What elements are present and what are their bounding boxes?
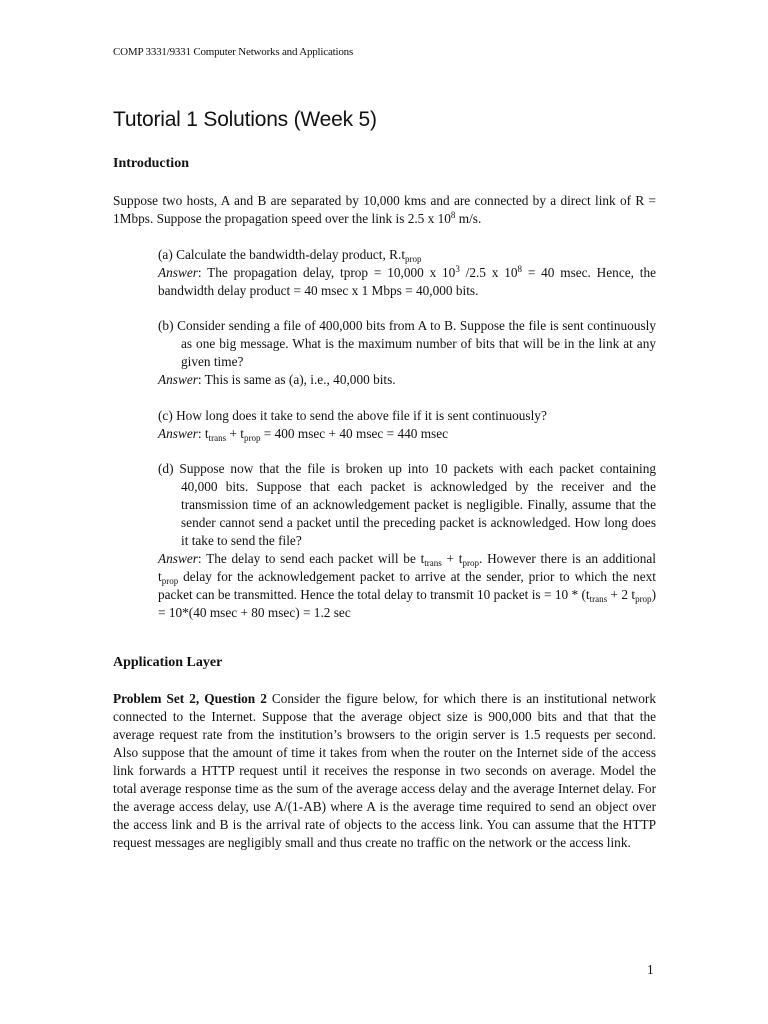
question-a <box>158 246 656 300</box>
problem-paragraph: Problem Set 2, Question 2 Consider the figure below, for which there is an institutional network connected to the Internet. Suppose that the average object size is 900,000 bits and that that the average request rate from the institution’s browsers to the origin server is 1.5 requests per second. Also suppose that the amount of time it takes from when the router on the Internet side of the access link forwards a HTTP request until it receives the response in two seconds on average. Model the total average response time as the sum of the average access delay and the average Internet delay. For the average access delay, use A/(1-AB) where A is the average time required to send an object over the access link and B is the arrival rate of objects to the access link. You can assume that the HTTP request messages are negligibly small and thus create no traffic on the network or the access link. <box>113 691 657 850</box>
section-heading-application-layer: Application Layer <box>113 655 223 670</box>
answer-a: Answer: The propagation delay, tprop = 10,000 x $10^3$ /2.5 x $10^8 = 40$ msec. Hence, the bandwidth delay product = 40 msec x 1 Mbps = 40,000 bits. <box>158 264 657 298</box>
question-d <box>158 460 656 622</box>
superscript: 8 <box>450 210 456 220</box>
question-c <box>158 407 656 443</box>
section-heading-introduction: Introduction <box>113 156 189 171</box>
question-c-text: (c) How long does it take to send the above file if it is sent continuously? <box>158 408 547 423</box>
question-b-text: (b) Consider sending a file of 400,000 bits from A to B. Suppose the file is sent continuously as one big message. What is the maximum number of bits that will be in the link at any given time? <box>158 318 656 369</box>
page-title: Tutorial 1 Solutions (Week 5) <box>113 108 377 131</box>
question-b <box>158 317 656 389</box>
running-header: COMP 3331/9331 Computer Networks and Applications <box>113 46 354 58</box>
answer-d: Answer: The delay to send each packet will be $t_{trans} + t_{prop}$. However there is an additional $t_{prop}$ delay for the acknowledgement packet to arrive at the sender, prior to which the next packet can be transmitted. Hence the total delay to transmit 10 packet is = $10 * (t_{trans} + 2$ $t_{prop}) = 10*(40$ msec + 80 msec) = 1.2 sec <box>158 551 656 620</box>
intro-paragraph: Suppose two hosts, A and B are separated by 10,000 kms and are connected by a direct link of R = 1Mbps. Suppose the propagation speed over the link is 2.5 x $10^8$ m/s. <box>113 193 656 226</box>
problem-label: Problem Set 2, Question 2 <box>113 691 267 706</box>
answer-b: Answer: This is same as (a), i.e., 40,000 bits. <box>158 372 396 387</box>
page-number: 1 <box>647 962 654 977</box>
answer-c: Answer: $t_{trans} + t_{prop} = 400$ msec + 40 msec = 440 msec <box>158 426 449 443</box>
question-a-text: (a) Calculate the bandwidth-delay product, $R.t_{prop}$ <box>158 247 422 264</box>
question-d-text: (d) Suppose now that the file is broken up into 10 packets with each packet containing 40,000 bits. Suppose that each packet is acknowledged by the receiver and the transmission time of an acknowledgement packet is negligible. Finally, assume that the sender cannot send a packet until the preceding packet is acknowledged. How long does it take to send the file? <box>158 461 656 548</box>
